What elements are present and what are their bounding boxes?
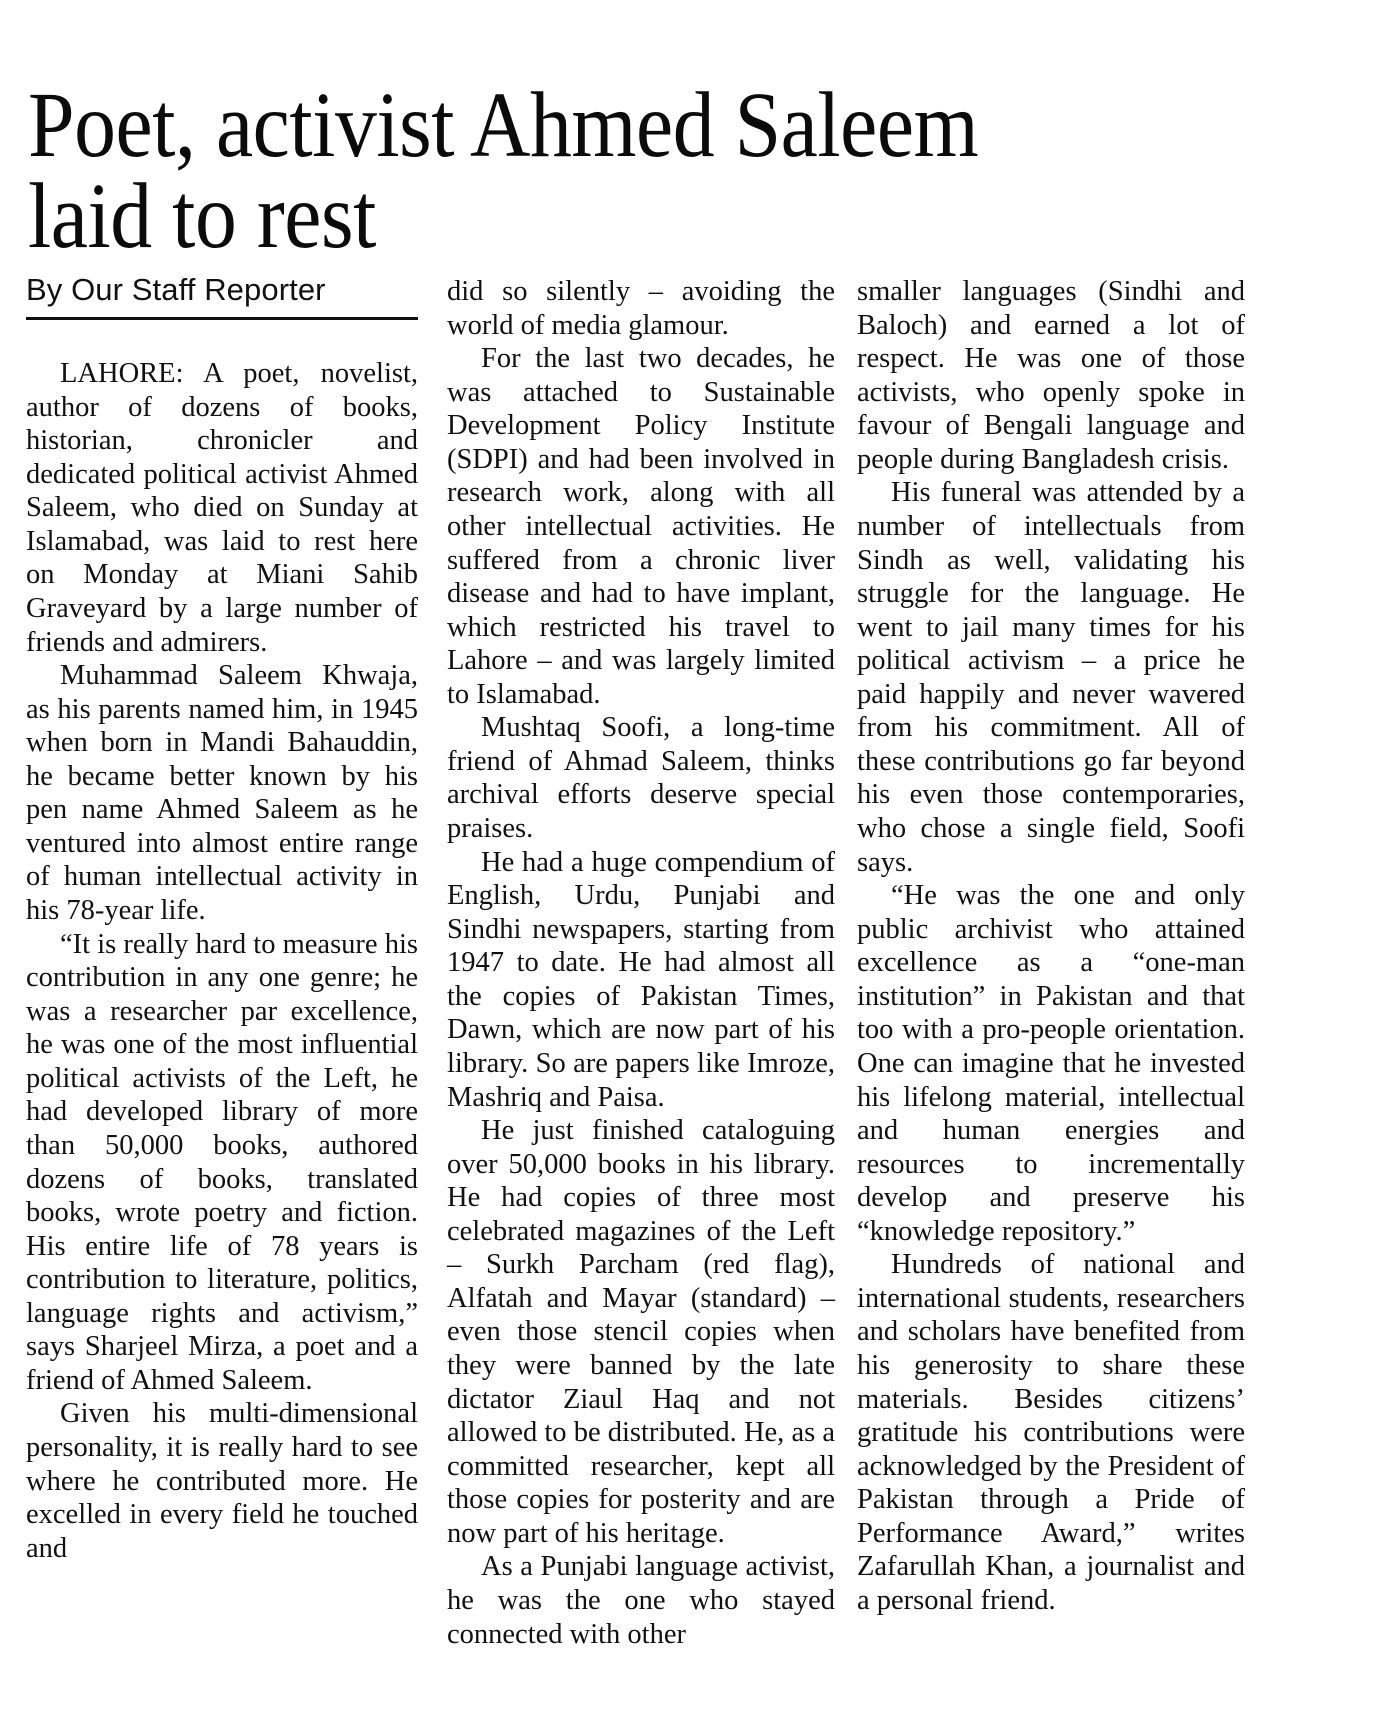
article-column-3	[857, 275, 1245, 1618]
paragraph: “It is really hard to measure his contribution in any one genre; he was a researcher par excellence, he was one of the most influential political activists of the Left, he had developed library of more than 50,000 books, authored dozens of books, translated books, wrote poetry and fiction. His entire life of 78 years is contribution to literature, politics, language rights and activism,” says Sharjeel Mirza, a poet and a friend of Ahmed Saleem.	[26, 928, 418, 1396]
paragraph: His funeral was attended by a number of intellectuals from Sindh as well, validating his struggle for the language. He went to jail many times for his political activism – a price he paid happily and never wavered from his commitment. All of these contributions go far beyond his even those contemporaries, who chose a single field, Soofi says.	[857, 477, 1245, 878]
paragraph: Hundreds of national and international students, researchers and scholars have benefited from his generosity to share these materials. Besides citizens’ gratitude his contributions were acknowledged by the President of Pakistan through a Pride of Performance Award,” writes Zafarullah Khan, a journalist and a personal friend.	[857, 1249, 1245, 1616]
paragraph: Muhammad Saleem Khwaja, as his parents named him, in 1945 when born in Mandi Bahauddin, he became better known by his pen name Ahmed Saleem as he ventured into almost entire range of human intellectual activity in his 78-year life.	[26, 660, 418, 926]
byline-block	[26, 272, 418, 320]
paragraph: Given his multi-dimensional personality, it is really hard to see where he contributed more. He excelled in every field he touched and	[26, 1398, 418, 1564]
paragraph: Mushtaq Soofi, a long-time friend of Ahmad Saleem, thinks archival efforts deserve special praises.	[447, 712, 835, 844]
paragraph: He had a huge compendium of English, Urdu, Punjabi and Sindhi newspapers, starting from 1947 to date. He had almost all the copies of Pakistan Times, Dawn, which are now part of his library. So are papers like Imroze, Mashriq and Paisa.	[447, 846, 835, 1113]
paragraph: As a Punjabi language activist, he was the one who stayed connected with other	[447, 1551, 835, 1650]
paragraph: did so silently – avoiding the world of media glamour.	[447, 276, 835, 341]
article-column-1	[26, 357, 418, 1565]
paragraph: He just finished cataloguing over 50,000 books in his library. He had copies of three most celebrated magazines of the Left – Surkh Parcham (red flag), Alfatah and Mayar (standard) – even those stencil copies when they were banned by the late dictator Ziaul Haq and not allowed to be distributed. He, as a committed researcher, kept all those copies for posterity and are now part of his heritage.	[447, 1115, 835, 1549]
article-column-2	[447, 275, 835, 1651]
paragraph: LAHORE: A poet, novelist, author of dozens of books, historian, chronicler and dedicated political activist Ahmed Saleem, who died on Sunday at Islamabad, was laid to rest here on Monday at Miani Sahib Graveyard by a large number of friends and admirers.	[26, 358, 418, 658]
page-title: Poet, activist Ahmed Saleem laid to rest	[28, 74, 979, 269]
paragraph: For the last two decades, he was attached to Sustainable Development Policy Institute (SDPI) and had been involved in research work, along with all other intellectual activities. He suffered from a chronic liver disease and had to have implant, which restricted his travel to Lahore – and was largely limited to Islamabad.	[447, 343, 835, 710]
paragraph: “He was the one and only public archivist who attained excellence as a “one-man institution” in Pakistan and that too with a pro-people orientation. One can imagine that he invested his lifelong material, intellectual and human energies and resources to incrementally develop and preserve his “knowledge repository.”	[857, 880, 1245, 1247]
paragraph: smaller languages (Sindhi and Baloch) and earned a lot of respect. He was one of those activists, who openly spoke in favour of Bengali language and people during Bangladesh crisis.	[857, 276, 1245, 475]
byline: By Our Staff Reporter	[26, 272, 326, 307]
byline-divider	[26, 317, 418, 320]
